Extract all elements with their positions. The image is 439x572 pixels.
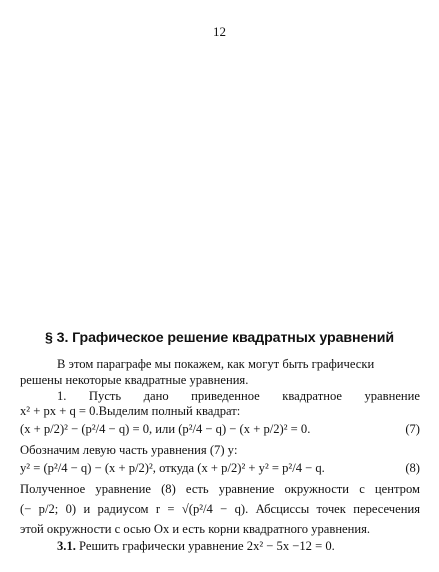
item1-line-7: (− p/2; 0) и радиусом r = √(p²/4 − q). Абсциссы точек пересечения [20,502,420,516]
equation-7: (x + p/2)² − (p²/4 − q) = 0, или (p²/4 − q) − (x + p/2)² = 0. [20,422,311,436]
section-heading: § 3. Графическое решение квадратных уравнений [45,330,394,346]
equation-8: y² = (p²/4 − q) − (x + p/2)², откуда (x + p/2)² + y² = p²/4 − q. [20,461,325,475]
item1-line-8: этой окружности с осью Ox и есть корни квадратного уравнения. [20,522,371,536]
item1-line-2: x² + px + q = 0.Выделим полный квадрат: [20,404,241,418]
equation-7-row [20,421,420,437]
equation-8-number: (8) [405,461,420,475]
example-label: 3.1. [57,539,76,553]
item1-line-4: Обозначим левую часть уравнения (7) y: [20,443,238,457]
intro-line-1: В этом параграфе мы покажем, как могут быть графически [57,357,375,371]
example-line [57,538,420,554]
equation-7-number: (7) [405,422,420,436]
intro-line-2: решены некоторые квадратные уравнения. [20,373,249,387]
page-number: 12 [213,24,226,39]
example-text: Решить графически уравнение 2x² − 5x −12 = 0. [79,539,335,553]
item1-line-1: 1. Пусть дано приведенное квадратное уравнение [57,389,420,403]
equation-8-row [20,460,420,476]
item1-line-6: Полученное уравнение (8) есть уравнение окружности с центром [20,482,420,496]
